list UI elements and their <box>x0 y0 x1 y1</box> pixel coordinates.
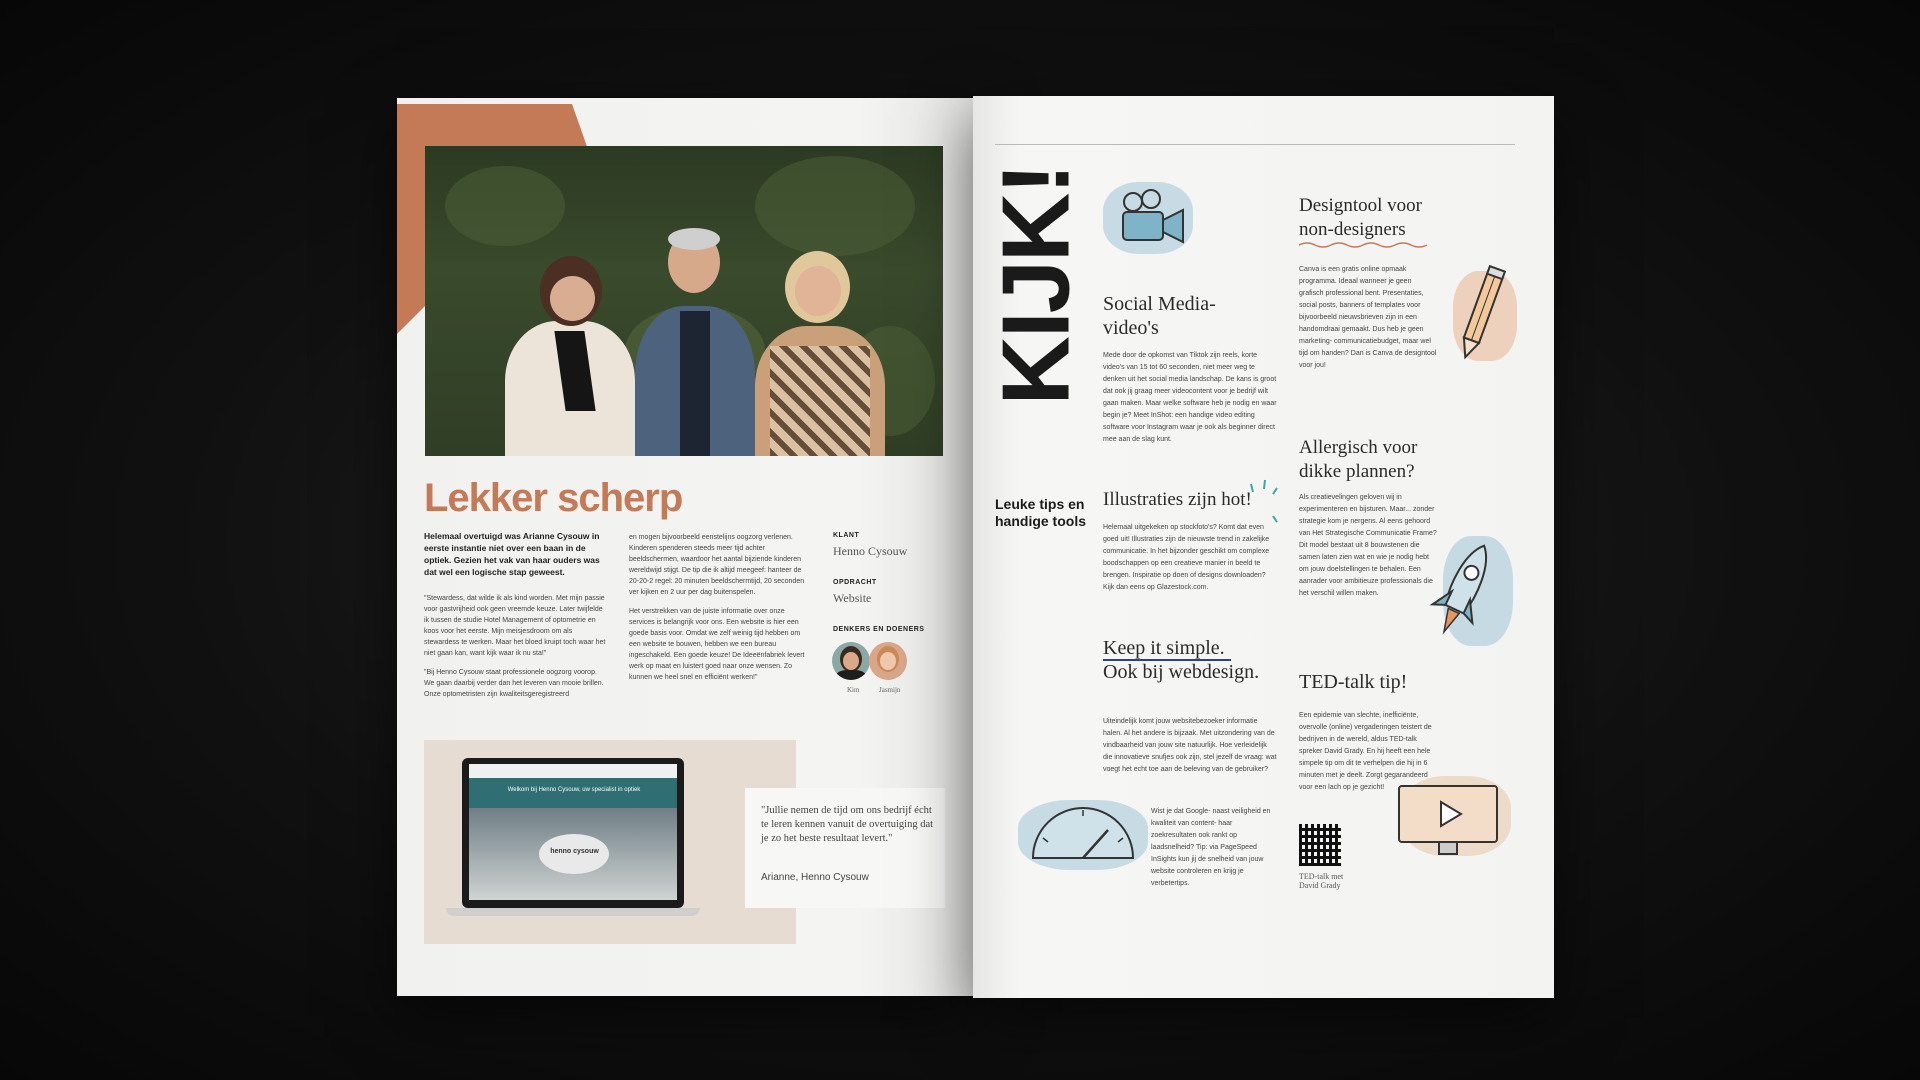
paragraph: en mogen bijvoorbeeld eenstelijns oogzorg verlenen. Kinderen spenderen steeds meer tijd achter beeldschermen, waardoor het aantal bijziende kinderen wereldwijd stijgt. De tip die ik altijd meegeef: hanteer de 20-20-2 regel: 20 minuten beeldschermtijd, 20 seconden ver kijken en 2 uur per dag buitenspelen. <box>629 534 805 596</box>
article-intro: Helemaal overtuigd was Arianne Cysouw in eerste instantie niet over een baan in de optiek. Gezien het vak van haar ouders was dat wel een logische stap geweest. <box>424 531 600 577</box>
header-rule <box>995 144 1515 145</box>
left-page <box>397 98 973 996</box>
subtitle-line: handige tools <box>995 513 1086 529</box>
pagespeed-text: Wist je dat Google- naast veiligheid en kwaliteit van content- haar zoekresultaten ook rankt op laadsnelheid? Tip: via PageSpeed InSights kun jij de snelheid van jouw website controleren en krijg je verbetertips. <box>1151 808 1271 887</box>
social-video-text: Mede door de opkomst van Tiktok zijn reels, korte video's van 15 tot 60 seconden, niet meer weg te denken uit het social media landschap. De kans is groot dat ook jij graag meer videocontent voor je bedrijf wilt gaan maken. Maar welke software heb je nodig en waar begin je? Meet InShot: een handige video editing software voor Instagram waar je ook als beginner direct mee aan de slag kunt. <box>1103 352 1277 443</box>
client-quote: "Jullie nemen de tijd om ons bedrijf écht te leren kennen vanuit de overtuiging dat je zo het beste resultaat levert." <box>761 805 934 844</box>
paragraph: Het verstrekken van de juiste informatie over onze services is belangrijk voor ons. Een website is hier een goede basis voor. Omdat we zelf weinig tijd hebben om een website te bouwen, hebben we een bureau ingeschakeld. Een goede keuze! De Ideeënfabriek levert werk op maat en luistert goed naar onze wensen. Zo kunnen we heel snel en efficiënt werken!" <box>629 608 805 681</box>
title-line: dikke plannen? <box>1299 461 1415 482</box>
keep-simple-text: Uiteindelijk komt jouw websitebezoeker informatie halen. Al het andere is bijzaak. Met uitzondering van de vindbaarheid van jouw site natuurlijk. Hoe verleidelijk die innovatieve snufjes ook zijn, stel jezelf de vraag: wat voegt het echt toe aan de beleving van de gebruiker? <box>1103 718 1277 773</box>
video-camera-icon <box>1113 186 1193 252</box>
title-line: non-designers <box>1299 219 1406 240</box>
kijk-vertical-title <box>977 156 1095 414</box>
allergisch-title <box>1299 436 1417 484</box>
rocket-icon <box>1423 536 1503 646</box>
title-line: Designtool voor <box>1299 195 1422 216</box>
pencil-icon <box>1451 264 1511 364</box>
klant-label: KLANT <box>833 532 860 539</box>
title-line: video's <box>1103 317 1159 339</box>
article-column-1 <box>424 593 609 700</box>
laptop-screen-title: Welkom bij Henno Cysouw, uw specialist in optiek <box>507 787 641 793</box>
social-video-title <box>1103 292 1216 340</box>
play-video-icon <box>1393 780 1503 860</box>
qr-code[interactable] <box>1299 824 1341 866</box>
article-headline: Lekker scherp <box>424 476 683 520</box>
avatar-name: Kim <box>847 686 860 694</box>
avatar-name: Jasmijn <box>879 686 901 694</box>
title-underline <box>1103 659 1231 661</box>
ted-text: Een epidemie van slechte, inefficiënte, overvolle (online) vergaderingen teistert de bedrijven in de wereld, aldus TED-talk spreker David Grady. En hij heeft een hele simpele tip om dit te verhelpen die hij in 6 minuten met je deelt. Zorgt gegarandeerd voor een lach op je gezicht! <box>1299 712 1432 791</box>
allergisch-text: Als creatievelingen geloven wij in experimenteren en bijsturen. Maar... zonder strategie kom je nergens. Al eens gehoord van Het Strategische Communicatie Frame? Dit model bestaat uit 8 bouwstenen die samen laten zien wat en wie je nodig hebt om jouw doelstellingen te behalen. Een aanrader voor ambitieuze professionals die het verschil willen maken. <box>1299 494 1437 597</box>
title-line: Ook bij webdesign. <box>1103 661 1260 683</box>
caption-line: David Grady <box>1299 881 1341 890</box>
quote-author: Arianne, Henno Cysouw <box>761 872 869 883</box>
laptop-mockup-image <box>424 740 796 944</box>
qr-caption <box>1299 872 1343 890</box>
caption-line: TED-talk met <box>1299 872 1344 881</box>
opdracht-value: Website <box>833 591 872 605</box>
designtool-text: Canva is een gratis online opmaak programma. Ideaal wanneer je geen grafisch professional bent. Presentaties, social posts, banners of templates voor bijvoorbeeld nieuwsbrieven zijn in een handomdraai gemaakt. Dus heb je geen marketing- communicatiebudget, maar wel tijd om handen? Dan is Canva de designtool voor jou! <box>1299 266 1437 369</box>
team-photo <box>425 146 943 456</box>
subtitle-line: Leuke tips en <box>995 496 1085 512</box>
illustrations-title: Illustraties zijn hot! <box>1103 489 1252 510</box>
paragraph: "Stewardess, dat wilde ik als kind worden. Met mijn passie voor gastvrijheid ook geen vreemde keuze. Later twijfelde ik tussen de studie Hotel Management of optometrie en koos voor het eerste. Mijn meisjesdroom om als stewardess te werken. Maar het bloed kruipt toch waar het niet gaan kan, want kijk waar ik nu sta!" <box>424 595 606 657</box>
avatar <box>869 642 907 680</box>
opdracht-label: OPDRACHT <box>833 579 877 586</box>
laptop-screen <box>469 764 677 900</box>
right-page <box>973 96 1554 998</box>
title-line: Keep it simple. <box>1103 637 1225 659</box>
denkers-label: DENKERS EN DOENERS <box>833 626 925 633</box>
ted-title: TED-talk tip! <box>1299 671 1408 693</box>
avatar <box>832 642 870 680</box>
laptop-brand: henno cysouw <box>550 848 599 855</box>
quote-box <box>745 788 945 908</box>
title-line: Social Media- <box>1103 293 1216 315</box>
newspaper-spread <box>397 98 1554 996</box>
designtool-title <box>1299 194 1422 242</box>
speedometer-icon <box>1023 798 1143 868</box>
wavy-underline <box>1299 241 1429 249</box>
kijk-title-text: KIJK! <box>982 164 1089 406</box>
paragraph: "Bij Henno Cysouw staat professionele oogzorg voorop. We gaan daarbij verder dan het leveren van mooie brillen. Onze optometristen zijn kwaliteitsgeregistreerd <box>424 669 604 698</box>
kijk-subtitle <box>995 496 1086 530</box>
title-line: Allergisch voor <box>1299 437 1418 458</box>
klant-value: Henno Cysouw <box>833 544 908 558</box>
article-column-2 <box>629 532 807 683</box>
illustrations-text: Helemaal uitgekeken op stockfoto's? Komt dat even goed uit! Illustraties zijn de nieuwste trend in zakelijke communicatie. In het bijzonder geschikt om complexe boodschappen op een creatieve manier in beeld te brengen. Inspiratie op doen of designs downloaden? Kijk dan eens op Glazestock.com. <box>1103 524 1270 591</box>
